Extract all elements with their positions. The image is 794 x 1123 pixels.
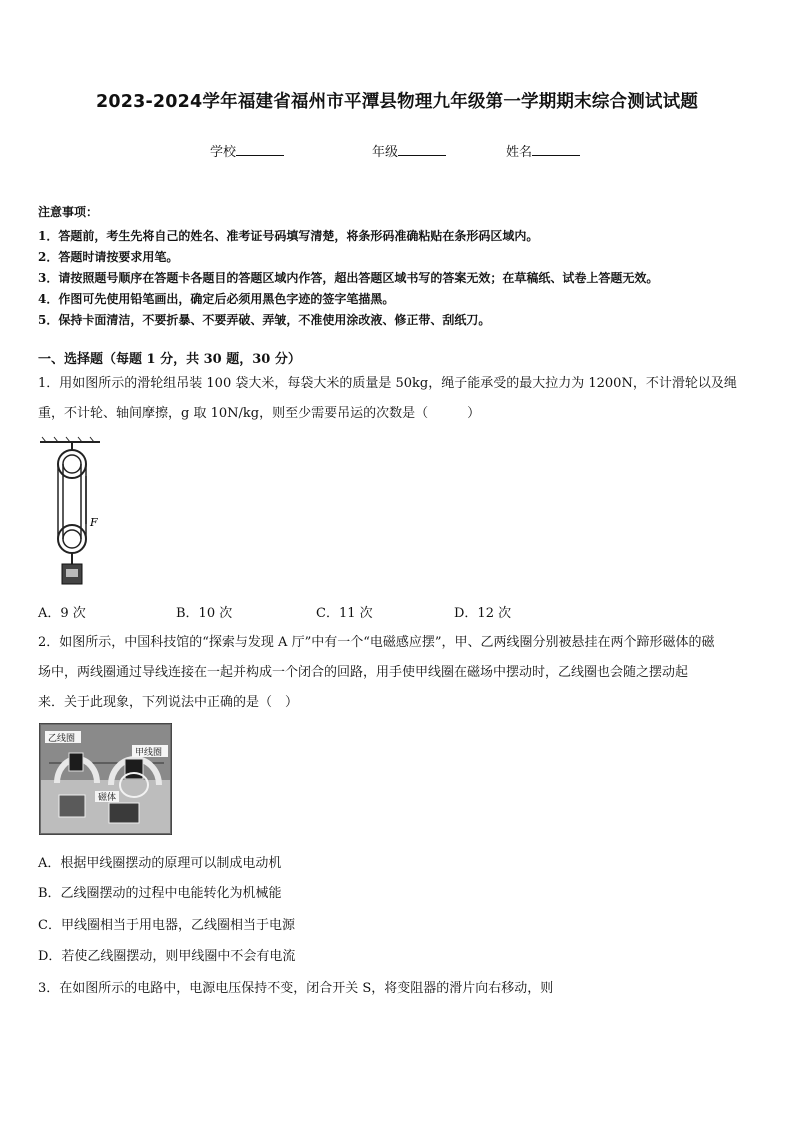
section-heading-choice: 一、选择题（每题 1 分，共 30 题，30 分） xyxy=(38,352,301,367)
fixed-pulley-outer xyxy=(58,450,86,478)
notice-block xyxy=(38,203,768,331)
question-1-line-2: 重，不计轮、轴间摩擦，g 取 10N/kg，则至少需要吊运的次数是（ ） xyxy=(38,406,481,421)
question-1-line-1: 1．用如图所示的滑轮组吊装 100 袋大米，每袋大米的质量是 50kg，绳子能承受的最大拉力为 1200N，不计滑轮以及绳 xyxy=(38,376,737,391)
school-field[interactable] xyxy=(210,141,284,160)
fixed-pulley-inner xyxy=(63,455,81,473)
option-b[interactable]: B．10 次 xyxy=(176,606,233,621)
option-c[interactable]: C．11 次 xyxy=(316,606,373,621)
weight-label-area xyxy=(66,569,78,577)
label-yi-coil: 乙线圈 xyxy=(48,734,76,744)
option-a[interactable]: A．9 次 xyxy=(38,606,86,621)
base-right xyxy=(109,803,139,823)
question-1 xyxy=(38,369,760,429)
option-d[interactable]: D．12 次 xyxy=(454,606,512,621)
question-2-option-d[interactable]: D．若使乙线圈摆动，则甲线圈中不会有电流 xyxy=(38,949,296,964)
question-1-options xyxy=(38,602,760,626)
grade-field[interactable] xyxy=(372,141,446,160)
name-field[interactable] xyxy=(506,141,580,160)
induction-pendulum-photo xyxy=(39,723,172,835)
question-2-line-2: 场中，两线圈通过导线连接在一起并构成一个闭合的回路，用手使甲线圈在磁场中摆动时，乙线圈也会随之摆动起 xyxy=(38,665,689,680)
label-magnet: 磁体 xyxy=(98,793,117,803)
question-2-option-b[interactable]: B．乙线圈摆动的过程中电能转化为机械能 xyxy=(38,886,282,901)
coil-jia xyxy=(125,759,143,779)
label-jia-coil: 甲线圈 xyxy=(135,748,163,758)
notice-title: 注意事项： xyxy=(38,205,99,219)
question-2-option-a[interactable]: A．根据甲线圈摆动的原理可以制成电动机 xyxy=(38,856,282,871)
question-2-line-3: 来．关于此现象，下列说法中正确的是（ ） xyxy=(38,695,299,710)
pulley-figure xyxy=(36,436,106,588)
school-blank[interactable] xyxy=(236,142,284,156)
grade-blank[interactable] xyxy=(398,142,446,156)
question-2-option-c[interactable]: C．甲线圈相当于用电器，乙线圈相当于电源 xyxy=(38,918,295,933)
coil-yi xyxy=(69,753,83,771)
question-2-line-1: 2．如图所示，中国科技馆的“探索与发现 A 厅”中有一个“电磁感应摆”，甲、乙两线圈分别被悬挂在两个蹄形磁体的磁 xyxy=(38,635,715,650)
movable-pulley-outer xyxy=(58,525,86,553)
name-blank[interactable] xyxy=(532,142,580,156)
notice-item-1: 1．答题前，考生先将自己的姓名、准考证号码填写清楚，将条形码准确粘贴在条形码区域内。 xyxy=(38,229,539,243)
notice-item-3: 3．请按照题号顺序在答题卡各题目的答题区域内作答，超出答题区域书写的答案无效；在草稿纸、试卷上答题无效。 xyxy=(38,271,659,285)
question-2 xyxy=(38,628,760,718)
school-label: 学校 xyxy=(210,145,237,160)
exam-title: 2023-2024学年福建省福州市平潭县物理九年级第一学期期末综合测试试题 xyxy=(95,92,699,112)
question-3-line-1: 3．在如图所示的电路中，电源电压保持不变，闭合开关 S，将变阻器的滑片向右移动，则 xyxy=(38,981,554,996)
grade-label: 年级 xyxy=(372,145,399,160)
name-label: 姓名 xyxy=(506,145,533,160)
base-left xyxy=(59,795,85,817)
notice-item-2: 2．答题时请按要求用笔。 xyxy=(38,250,179,264)
notice-item-4: 4．作图可先使用铅笔画出，确定后必须用黑色字迹的签字笔描黑。 xyxy=(38,292,395,306)
student-info-row xyxy=(0,141,794,161)
notice-item-5: 5．保持卡面清洁，不要折暴、不要弄破、弄皱，不准使用涂改液、修正带、刮纸刀。 xyxy=(38,313,491,327)
force-label: F xyxy=(90,516,98,529)
movable-pulley-inner xyxy=(63,530,81,548)
